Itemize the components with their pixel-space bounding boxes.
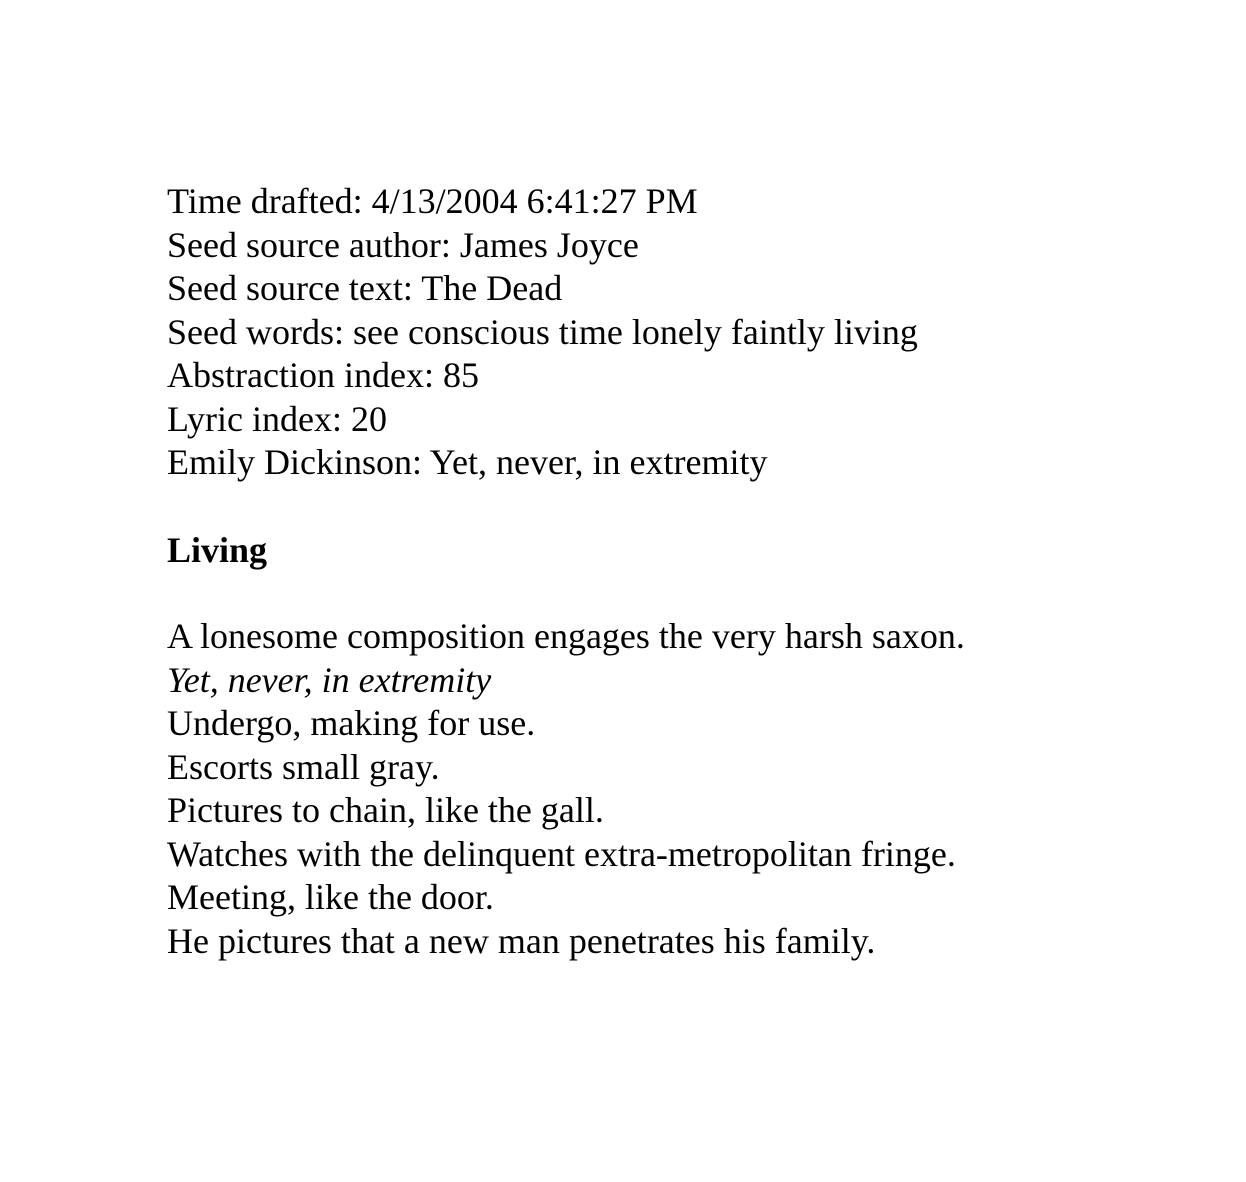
poem-line: Watches with the delinquent extra-metropolitan fringe. bbox=[167, 833, 956, 874]
metadata-block bbox=[167, 180, 1167, 485]
abstraction-index: Abstraction index: 85 bbox=[167, 355, 479, 395]
lyric-index: Lyric index: 20 bbox=[167, 398, 387, 439]
poem-line: Meeting, like the door. bbox=[167, 877, 494, 917]
time-drafted: Time drafted: 4/13/2004 6:41:27 PM bbox=[167, 181, 698, 221]
dickinson-line: Emily Dickinson: Yet, never, in extremity bbox=[167, 442, 768, 482]
poem-line: Escorts small gray. bbox=[167, 746, 440, 787]
poem-line: Pictures to chain, like the gall. bbox=[167, 790, 604, 830]
poem-line: Undergo, making for use. bbox=[167, 703, 536, 743]
poem-title: Living bbox=[167, 529, 268, 570]
poem-line: Yet, never, in extremity bbox=[167, 659, 492, 700]
poem-body bbox=[167, 615, 1167, 963]
seed-source-text: Seed source text: The Dead bbox=[167, 268, 563, 308]
document-page bbox=[167, 180, 1167, 963]
poem-line: A lonesome composition engages the very harsh saxon. bbox=[167, 616, 965, 656]
seed-source-author: Seed source author: James Joyce bbox=[167, 224, 639, 265]
poem-line: He pictures that a new man penetrates his family. bbox=[167, 920, 876, 961]
seed-words: Seed words: see conscious time lonely faintly living bbox=[167, 311, 918, 352]
